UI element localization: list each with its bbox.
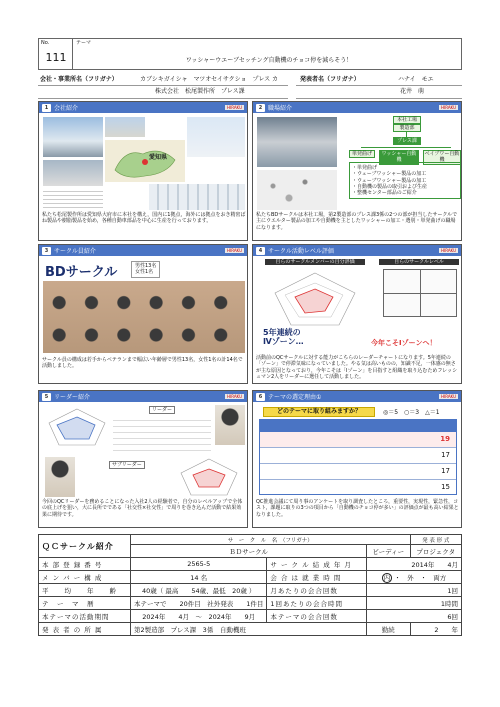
org-dept: プレス課 (393, 137, 421, 145)
survey-title: どのテーマに取り組みますか？ (263, 407, 375, 417)
zone-grid (383, 269, 457, 317)
panel-number: 1 (42, 104, 51, 112)
brand-tag: HIRAKU (227, 394, 242, 399)
score-3: 17 (441, 467, 450, 475)
h-name-label: サ ー ク ル 名 （フリガナ） (131, 535, 411, 545)
work-notes (349, 162, 461, 199)
presenter-kana: ハナイ モエ (398, 76, 434, 83)
map-illustration (105, 140, 185, 182)
panel-title: 会社紹介 (54, 105, 79, 112)
score-legend: ◎＝5 ○＝3 △＝1 (383, 409, 440, 416)
qc-title: ＱＣサークル紹介 (39, 535, 131, 558)
per-month-label: 月あたりの会合回数 (267, 584, 367, 597)
theme-value: ワッシャーウエーブセッチング自動機のチョコ停を減らそう！ (185, 57, 353, 64)
panel-title: リーダー紹介 (54, 394, 91, 401)
brand-tag: HIRAKU (227, 105, 242, 110)
zone-goal: 今年こそⅠゾーンへ！ (371, 339, 437, 347)
survey-table (259, 419, 457, 495)
stat-female: 女性1名 (135, 269, 154, 276)
qc-circle-table (38, 534, 462, 636)
company-label: 会社・事業所名（フリガナ） (40, 76, 118, 83)
survey-row (260, 480, 456, 495)
map-icon (105, 140, 185, 182)
radar-chart-icon (267, 269, 363, 329)
reg-value: 2565-5 (131, 558, 267, 571)
no-label: No. (41, 40, 50, 46)
h-style-label: 発 表 形 式 (410, 535, 462, 545)
brand-tag: HIRAKU (227, 248, 242, 253)
panel-body: 活動前のQCサークルに対する能力がこちらのレーダーチャートになります。5年連続の「ゾーン」で停滞気味になっていました。やる気は高いものの，知識不足，一体感の無さが主な原因となっており，今年こそは「Ⅰゾーン」を目指すと組織を取り込むためフレッシュマン2人をリーダーに選任して活動しました。 (256, 355, 458, 380)
sub-leader-label: サブリーダー (109, 461, 145, 469)
note-5: ・整機センター部品のご紹介 (352, 190, 417, 196)
note-3: ・ウェーブワッシャー製品の加工 (352, 177, 427, 184)
factory-photo (105, 117, 145, 137)
note-2: ・ウェーブワッシャー製品の加工 (352, 171, 427, 178)
age-value: 40歳（ 最高 54歳、最低 20歳 ） (131, 584, 267, 597)
org-sub-2: ワッシャー自動機 (379, 150, 419, 165)
survey-row (260, 448, 456, 464)
total-label: 本テーマの会合回数 (267, 610, 367, 623)
panel-activity-level (252, 244, 462, 384)
presenter-name: 花井 萌 (400, 88, 425, 95)
org-sub-1: 単発曲げ (349, 150, 375, 158)
workplace-photo (257, 117, 337, 167)
panel-members (38, 244, 248, 384)
panel-title: テーマの選定理由① (268, 394, 322, 401)
note-1: ・単発曲げ (352, 165, 378, 171)
panel-body: 私たち松尾製作所は愛知県大府市に本社を構え，国内に1拠点，海外には拠点をおき精密ばね製品や樹脂製品を始め，各種自動車部品を中心に生産を行っております。 (42, 212, 246, 225)
zone-highlight: 5年連続の Ⅳゾーン… (263, 328, 304, 346)
org-mid: 製造部 (393, 124, 421, 132)
score-2: 17 (441, 451, 450, 459)
company-info-text (43, 188, 103, 210)
panel-number: 3 (42, 247, 51, 255)
panel-theme-reason (252, 390, 462, 528)
company-name: 株式会社 松尾製作所 プレス課 (155, 88, 245, 95)
affil-value: 第2製造部 プレス課 3係 自動機班 (131, 623, 367, 636)
brand-tag: HIRAKU (441, 394, 456, 399)
sub-radar-icon (179, 457, 239, 497)
products-photo (149, 184, 245, 210)
org-sub-3: ベイプワー自動機 (424, 151, 460, 164)
panel-body: サークル員の構成は若手からベテランまで幅広い年齢層で男性13名，女性1名の計14名で活動しました。 (42, 357, 243, 370)
panel-leader-intro (38, 390, 248, 528)
members-value: 14 名 (131, 571, 267, 584)
sub-leader-photo (45, 457, 75, 497)
theme-label: テーマ (76, 40, 92, 46)
company-kana: カブシキガイシャ マツオセイサクショ プレス カ (140, 76, 279, 83)
stat-male: 男性13名 (135, 263, 157, 269)
members-label: メ ン バ ー 構 成 (39, 571, 131, 584)
survey-row (260, 464, 456, 480)
panel-number: 5 (42, 393, 51, 401)
count-label: テ ー マ 暦 (39, 597, 131, 610)
brand-tag: HIRAKU (441, 248, 456, 253)
total-value: 6回 (366, 610, 461, 623)
meeting-options (366, 571, 461, 584)
brand-tag: HIRAKU (441, 105, 456, 110)
radar-title-1: 自らのサークルメンバーの自分評価 (265, 259, 365, 265)
panel-body: 私たちBDサークルは本社工場，第2製造部のプレス課3係の2つの部が担当したサークルで主にウエルター製品の加工や自動機を主としたワッシャーの加工・選別・単発曲げの職場になります。 (256, 212, 458, 231)
panel-company-intro (38, 101, 248, 241)
panel-title: 職場紹介 (268, 105, 293, 112)
score-1: 19 (440, 435, 450, 443)
header-box (38, 38, 462, 70)
period-label: 本テーマの活動期間 (39, 610, 131, 623)
panel-number: 2 (256, 104, 265, 112)
panel-workplace-intro (252, 101, 462, 241)
circle-name: BDサークル (45, 265, 118, 280)
leader-traits (113, 415, 211, 455)
count-value: 本テーマで 20件目 社外発表 1件目 (131, 597, 267, 610)
note-4: ・自動機の製品の取引および生産 (352, 183, 428, 190)
style-value: プロジェクタ (410, 545, 462, 558)
facility-photo (43, 160, 103, 186)
circle-kana-value: ビーディー (366, 545, 410, 558)
reg-label: 本 部 登 録 番 号 (39, 558, 131, 571)
leader-radar-icon (47, 407, 107, 447)
score-4: 15 (441, 483, 450, 491)
no-value: 111 (45, 51, 67, 64)
panel-number: 6 (256, 393, 265, 401)
panel-title: サークル活動レベル評価 (268, 248, 334, 255)
years-label: 勤続 (366, 623, 410, 636)
panel-body: QC推進会議にて周り事のアンケートを取り調査したところ，重要性，実現性，緊急性，コスト，課題に取りの3つの項目から「自動機のチョコ停が多い」の評価点が最も高い結果となりました。 (256, 499, 459, 518)
years-value: 2 年 (410, 623, 462, 636)
globe-map (187, 117, 245, 157)
survey-row (260, 432, 456, 448)
presenter-label: 発表者名（フリガナ） (300, 76, 360, 83)
org-top: 本社工場 (393, 116, 421, 124)
member-photos (43, 281, 245, 353)
meeting-other: ・ 外 ・ 両方 (394, 573, 447, 582)
panel-body: 今回のQCリーダーを務めることになった入社2人の経験者で，自分のレベルアップで全体の底上げを狙い，大に長所でである「社交性×社交性」で周りを巻き込んだ活動で結果効果に期待です。 (42, 499, 243, 518)
age-label: 平 均 年 齢 (39, 584, 131, 597)
meeting-inside: 内 (383, 573, 391, 582)
per-meet-value: 1時間 (366, 597, 461, 610)
circle-name-value: ＢＤサークル (131, 545, 367, 558)
meeting-label: 会 合 は 就 業 時 間 (267, 571, 367, 584)
leader-photo (215, 405, 245, 445)
map-label: 愛知県 (149, 154, 168, 161)
radar-title-2: 自らのサークルレベル (379, 259, 459, 265)
period-value: 2024年 4月 ～ 2024年 9月 (131, 610, 267, 623)
panel-title: サークル員紹介 (54, 248, 96, 255)
parts-photo (257, 170, 337, 210)
affil-label: 発 表 者 の 所 属 (39, 623, 131, 636)
panel-number: 4 (256, 247, 265, 255)
company-photo (43, 117, 103, 157)
per-meet-label: 1回あたりの会合時間 (267, 597, 367, 610)
leader-label: リーダー (149, 406, 175, 414)
per-month-value: 1回 (366, 584, 461, 597)
founded-label: サ ー ク ル 結 成 年 月 (267, 558, 367, 571)
member-stats (131, 261, 160, 278)
founded-value: 2014年 4月 (366, 558, 461, 571)
